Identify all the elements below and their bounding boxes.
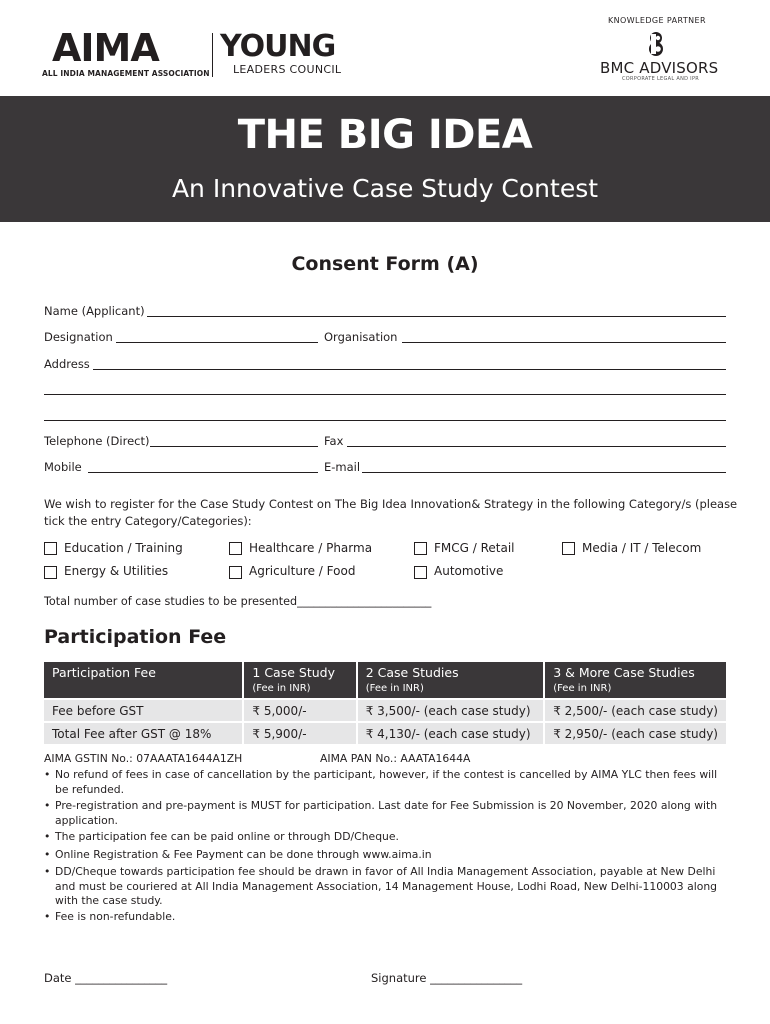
- designation-field[interactable]: [116, 342, 318, 343]
- knowledge-partner-label: KNOWLEDGE PARTNER: [608, 16, 706, 25]
- category-label-automotive: Automotive: [434, 564, 504, 578]
- category-checkbox-fmcg[interactable]: [414, 542, 427, 555]
- fax-field[interactable]: [347, 446, 726, 447]
- address-field-line-3[interactable]: [44, 420, 726, 421]
- category-label-education: Education / Training: [64, 541, 183, 555]
- fee-col-header: [544, 662, 726, 699]
- bmc-logo-icon: [638, 30, 674, 58]
- organisation-label: Organisation: [324, 330, 398, 344]
- date-field[interactable]: Date ________________: [44, 971, 168, 985]
- mobile-field[interactable]: [88, 472, 318, 473]
- fax-label: Fax: [324, 434, 344, 448]
- fee-table-header: [44, 662, 726, 699]
- table-cell: ₹ 5,900/-: [243, 722, 356, 744]
- aima-full-name: ALL INDIA MANAGEMENT ASSOCIATION: [42, 69, 210, 78]
- aima-logo: AIMA: [52, 26, 159, 70]
- intro-text-line-1: We wish to register for the Case Study Contest on The Big Idea Innovation& Strategy in the following Category/s (please: [44, 497, 738, 511]
- note-bullet: • Pre-registration and pre-payment is MUST for participation. Last date for Fee Submission is 20 November, 2020 along with application.: [44, 799, 728, 828]
- table-cell: ₹ 2,950/- (each case study): [544, 722, 726, 744]
- fee-col-sub: (Fee in INR): [365, 683, 424, 694]
- intro-text-line-2: tick the entry Category/Categories):: [44, 514, 252, 528]
- telephone-label: Telephone (Direct): [44, 434, 150, 448]
- table-cell: ₹ 5,000/-: [243, 699, 356, 722]
- fee-col-title: 3 & More Case Studies: [553, 665, 695, 680]
- telephone-field[interactable]: [150, 446, 318, 447]
- table-row: [44, 722, 726, 744]
- participation-fee-heading: Participation Fee: [44, 626, 227, 648]
- table-cell: Fee before GST: [44, 699, 243, 722]
- name-field[interactable]: [147, 316, 726, 317]
- category-label-fmcg: FMCG / Retail: [434, 541, 515, 555]
- banner-title: THE BIG IDEA: [237, 112, 533, 158]
- designation-label: Designation: [44, 330, 113, 344]
- note-bullet: • Fee is non-refundable.: [44, 910, 728, 925]
- fee-col-header: [243, 662, 356, 699]
- fee-col-sub: (Fee in INR): [252, 683, 311, 694]
- category-label-energy: Energy & Utilities: [64, 564, 169, 578]
- category-checkbox-healthcare[interactable]: [229, 542, 242, 555]
- table-cell: Total Fee after GST @ 18%: [44, 722, 243, 744]
- category-checkbox-agriculture[interactable]: [229, 566, 242, 579]
- fee-col-title: Participation Fee: [52, 665, 156, 680]
- category-label-healthcare: Healthcare / Pharma: [249, 541, 373, 555]
- total-case-studies-field[interactable]: Total number of case studies to be presented________________________: [44, 595, 432, 608]
- note-bullet: • DD/Cheque towards participation fee should be drawn in favor of All India Management Association, payable at New Delhi and must be couriered at All India Management Association, 14 Management House, Lodhi Road, New Delhi-110003 along with the case study.: [44, 865, 728, 909]
- category-label-agriculture: Agriculture / Food: [249, 564, 356, 578]
- fee-col-title: 1 Case Study: [252, 665, 335, 680]
- mobile-label: Mobile: [44, 460, 82, 474]
- fee-table: [44, 662, 726, 744]
- category-checkbox-education[interactable]: [44, 542, 57, 555]
- ylc-logo: YOUNG: [220, 29, 336, 64]
- note-bullet: • No refund of fees in case of cancellation by the participant, however, if the contest is cancelled by AIMA YLC then fees will be refunded.: [44, 768, 728, 797]
- address-field-line-2[interactable]: [44, 394, 726, 395]
- name-label: Name (Applicant): [44, 304, 145, 318]
- note-bullet: • Online Registration & Fee Payment can be done through www.aima.in: [44, 848, 728, 863]
- category-checkbox-automotive[interactable]: [414, 566, 427, 579]
- ylc-subtitle: LEADERS COUNCIL: [233, 63, 342, 76]
- form-title: Consent Form (A): [291, 253, 479, 275]
- fee-col-header: [357, 662, 544, 699]
- table-cell: ₹ 2,500/- (each case study): [544, 699, 726, 722]
- organisation-field[interactable]: [402, 342, 726, 343]
- email-field[interactable]: [362, 472, 726, 473]
- table-row: [44, 699, 726, 722]
- category-checkbox-media[interactable]: [562, 542, 575, 555]
- table-cell: ₹ 3,500/- (each case study): [357, 699, 544, 722]
- address-field-line-1[interactable]: [93, 369, 726, 370]
- category-checkbox-energy[interactable]: [44, 566, 57, 579]
- pan-number: AIMA PAN No.: AAATA1644A: [320, 752, 471, 765]
- gstin-number: AIMA GSTIN No.: 07AAATA1644A1ZH: [44, 752, 243, 765]
- email-label: E-mail: [324, 460, 361, 474]
- partner-name: BMC ADVISORS: [600, 59, 719, 77]
- signature-field[interactable]: Signature ________________: [371, 971, 523, 985]
- fee-col-title: 2 Case Studies: [365, 665, 459, 680]
- address-label: Address: [44, 357, 90, 371]
- fee-col-header: [44, 662, 243, 699]
- banner-subtitle: An Innovative Case Study Contest: [171, 174, 599, 203]
- fee-col-sub: (Fee in INR): [553, 683, 612, 694]
- note-bullet: • The participation fee can be paid online or through DD/Cheque.: [44, 830, 728, 845]
- logo-divider: [212, 33, 213, 77]
- table-cell: ₹ 4,130/- (each case study): [357, 722, 544, 744]
- category-label-media: Media / IT / Telecom: [582, 541, 702, 555]
- partner-tagline: CORPORATE LEGAL AND IPR: [622, 76, 700, 82]
